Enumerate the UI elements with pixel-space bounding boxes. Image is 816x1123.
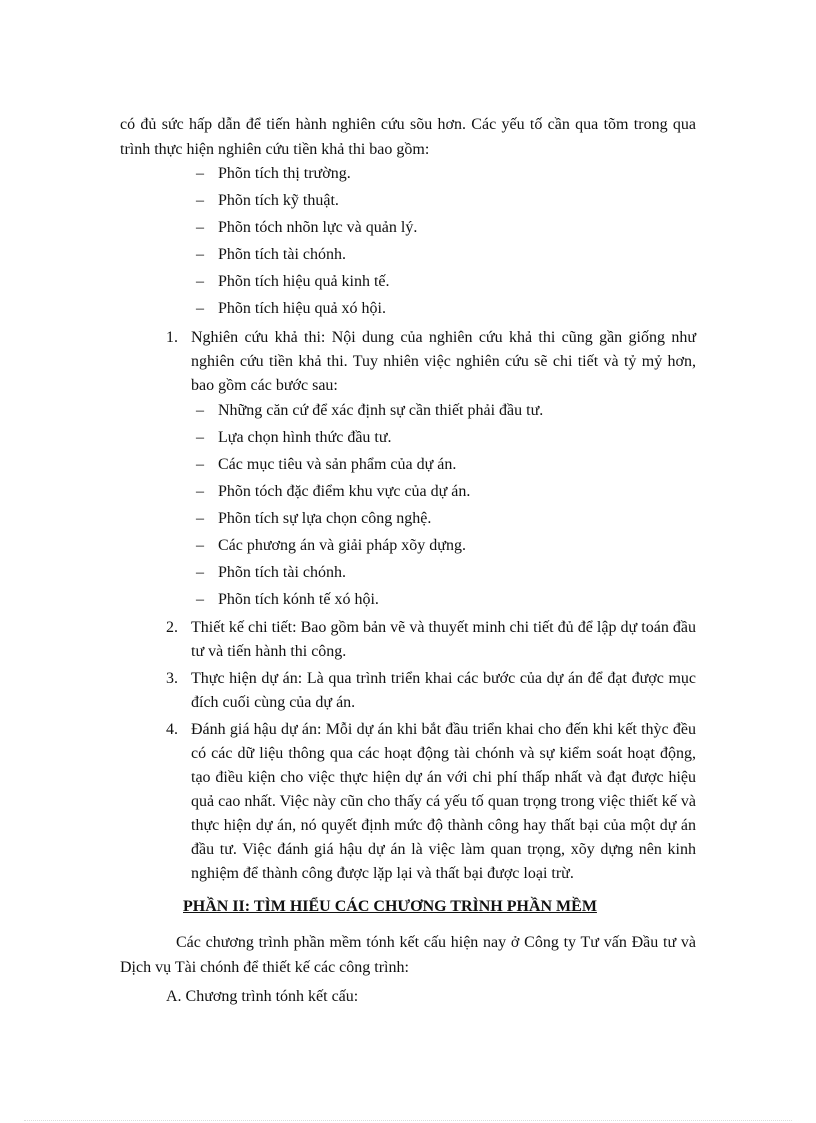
step-number: 2. (166, 619, 178, 636)
step-text: Đánh giá hậu dự án: Mỗi dự án khi bắt đầu triển khai cho đến khi kết thỳc đều có các dữ liệu thông qua các hoạt động tài chónh và sự kiểm soát hoạt động, tạo điều kiện cho việc thực hiện dự án với chi phí thấp nhất và đạt được hiệu quả cao nhất. Việc này cũn cho thấy cá yếu tố quan trọng trong việc thiết kế và thực hiện dự án, nó quyết định mức độ thành công hay thất bại của một dự án đầu tư. Việc đánh giá hậu dự án là việc làm quan trọng, xõy dựng nên kinh nghiệm để thành công được lặp lại và thất bại được loại trừ. (191, 721, 696, 882)
list-item: – Phõn tích tài chónh. (196, 241, 417, 268)
list-item: – Phõn tích tài chónh. (196, 559, 543, 586)
subsection-title: A. Chương trình tónh kết cấu: (166, 988, 359, 1005)
step-text: Thiết kế chi tiết: Bao gồm bản vẽ và thuyết minh chi tiết đủ để lập dự toán đầu tư và tiến hành thi công. (191, 619, 696, 660)
list-item: – Lựa chọn hình thức đầu tư. (196, 424, 543, 451)
step-number: 3. (166, 670, 178, 687)
step-item-3 (166, 667, 696, 715)
prefeasibility-factor-list (196, 160, 417, 322)
list-item: – Những căn cứ để xác định sự cần thiết phải đầu tư. (196, 397, 543, 424)
page-bottom-divider (24, 1120, 792, 1121)
list-item: – Phõn tích kỹ thuật. (196, 187, 417, 214)
list-item: – Phõn tích sự lựa chọn công nghệ. (196, 505, 543, 532)
list-item: – Phõn tích kónh tế xó hội. (196, 586, 543, 613)
step-item-2 (166, 616, 696, 664)
section-paragraph: Các chương trình phần mềm tónh kết cấu hiện nay ở Công ty Tư vấn Đầu tư và Dịch vụ Tài chónh để thiết kế các công trình: (120, 934, 696, 976)
list-item: – Phõn tóch nhõn lực và quản lý. (196, 214, 417, 241)
list-item: – Phõn tích thị trường. (196, 160, 417, 187)
feasibility-step-list (196, 397, 543, 613)
list-item: – Các mục tiêu và sản phẩm của dự án. (196, 451, 543, 478)
step-number: 1. (166, 329, 178, 346)
step-text: Thực hiện dự án: Là qua trình triển khai các bước của dự án để đạt được mục đích cuối cùng của dự án. (191, 670, 696, 711)
step-number: 4. (166, 721, 178, 738)
intro-paragraph: có đủ sức hấp dẫn để tiến hành nghiên cứu sõu hơn. Các yếu tố cần qua tõm trong qua trình thực hiện nghiên cứu tiền khả thi bao gồm: (120, 116, 696, 158)
list-item: – Phõn tóch đặc điểm khu vực của dự án. (196, 478, 543, 505)
list-item: – Các phương án và giải pháp xõy dựng. (196, 532, 543, 559)
step-item-1 (166, 326, 696, 398)
list-item: – Phõn tích hiệu quả xó hội. (196, 295, 417, 322)
list-item: – Phõn tích hiệu quả kinh tế. (196, 268, 417, 295)
step-item-4 (166, 718, 696, 886)
step-text: Nghiên cứu khả thi: Nội dung của nghiên cứu khả thi cũng gần giống như nghiên cứu tiền khả thi. Tuy nhiên việc nghiên cứu sẽ chi tiết và tỷ mỷ hơn, bao gồm các bước sau: (191, 329, 696, 394)
section-heading: PHẦN II: TÌM HIỂU CÁC CHƯƠNG TRÌNH PHẦN MỀM (183, 898, 597, 915)
